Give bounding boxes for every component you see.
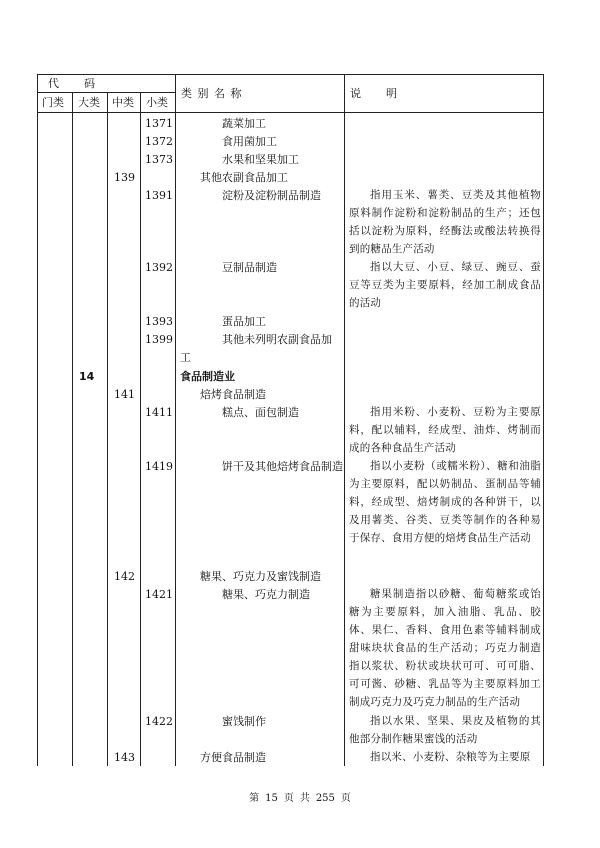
footer-ye: 页 — [283, 793, 294, 804]
code-1421: 1421 — [145, 588, 173, 601]
col-border-zhong-xiao — [140, 92, 141, 766]
name-1373: 水果和坚果加工 — [222, 153, 299, 166]
header-col-zhong: 中类 — [112, 96, 134, 109]
code-1411: 1411 — [145, 406, 173, 419]
desc-1419: 指以小麦粉（或糯米粉）、糖和油脂为主要原料，配以奶制品、蛋制品等辅料，经成型、焙烤制成的各种饼干，以及用薯类、谷类、豆类等制作的各种易于保存、食用方便的焙烤食品生产活动 — [349, 460, 541, 544]
code-1372: 1372 — [145, 135, 173, 148]
name-1411: 糕点、面包制造 — [222, 406, 299, 419]
page-footer — [0, 789, 600, 804]
code-1419: 1419 — [145, 460, 173, 473]
name-1422: 蜜饯制作 — [222, 715, 266, 728]
code-143: 143 — [114, 751, 135, 764]
code-141: 141 — [114, 388, 135, 401]
name-1392: 豆制品制造 — [222, 261, 277, 274]
header-code-label: 代 码 — [48, 77, 96, 90]
col-border-da-zhong — [107, 92, 108, 766]
name-141: 焙烤食品制造 — [200, 388, 266, 401]
desc-1392: 指以大豆、小豆、绿豆、豌豆、蚕豆等豆类为主要原料，经加工制成食品的活动 — [349, 261, 541, 309]
col-border-xiao-name — [175, 74, 176, 766]
table-top-border — [37, 74, 544, 75]
col-border-right — [543, 74, 544, 766]
name-1391: 淀粉及淀粉制品制造 — [222, 189, 321, 202]
desc-143: 指以米、小麦粉、杂粮等为主要原 — [370, 751, 531, 763]
name-1399: 其他未列明农副食品加 — [222, 333, 332, 346]
name-1393: 蛋品加工 — [222, 315, 266, 328]
name-1421: 糖果、巧克力制造 — [222, 588, 310, 601]
name-1372: 食用菌加工 — [222, 135, 277, 148]
footer-total-pages: 255 — [315, 793, 335, 804]
code-1422: 1422 — [145, 715, 173, 728]
code-14: 14 — [79, 370, 95, 383]
desc-1422: 指以水果、坚果、果皮及植物的其他部分制作糖果蜜饯的活动 — [349, 715, 541, 745]
col-border-men-da — [72, 92, 73, 766]
footer-ye-end: 页 — [340, 793, 351, 804]
header-note: 说 明 — [350, 87, 398, 100]
desc-1411: 指用米粉、小麦粉、豆粉为主要原料，配以辅料，经成型、油炸、烤制而成的各种食品生产活动 — [349, 406, 541, 454]
name-142: 糖果、巧克力及蜜饯制造 — [200, 570, 321, 583]
footer-gong: 共 — [299, 793, 310, 804]
code-1371: 1371 — [145, 117, 173, 130]
header-col-da: 大类 — [78, 96, 100, 109]
header-sub-divider — [37, 92, 175, 93]
header-col-men: 门类 — [42, 96, 64, 109]
col-border-name-note — [344, 74, 345, 766]
code-1373: 1373 — [145, 153, 173, 166]
code-1392: 1392 — [145, 261, 173, 274]
code-142: 142 — [114, 570, 135, 583]
desc-1391: 指用玉米、薯类、豆类及其他植物原料制作淀粉和淀粉制品的生产；还包括以淀粉为原料，经酶法或酸法转换得到的糖品生产活动 — [349, 189, 541, 255]
name-139: 其他农副食品加工 — [200, 171, 288, 184]
name-1419: 饼干及其他焙烤食品制造 — [222, 460, 343, 473]
code-1391: 1391 — [145, 189, 173, 202]
header-bottom-border — [37, 112, 544, 113]
name-1371: 蔬菜加工 — [222, 117, 266, 130]
name-143: 方便食品制造 — [200, 751, 266, 764]
footer-di: 第 — [249, 793, 260, 804]
header-category-name: 类 别 名 称 — [181, 87, 243, 100]
desc-1421: 糖果制造指以砂糖、葡萄糖浆或饴糖为主要原料，加入油脂、乳品、胶体、果仁、香料、食用色素等辅料制成甜味块状食品的生产活动；巧克力制造指以浆状、粉状或块状可可、可可脂、可可酱、砂糖、乳品等为主要原料加工制成巧克力及巧克力制品的生产活动 — [349, 588, 541, 708]
header-col-xiao: 小类 — [146, 96, 168, 109]
name-14: 食品制造业 — [180, 370, 235, 383]
code-1393: 1393 — [145, 315, 173, 328]
code-1399: 1399 — [145, 333, 173, 346]
col-border-left — [37, 74, 38, 766]
footer-page-number: 15 — [265, 793, 278, 804]
code-139: 139 — [114, 171, 135, 184]
name-1399-wrap: 工 — [180, 351, 191, 364]
